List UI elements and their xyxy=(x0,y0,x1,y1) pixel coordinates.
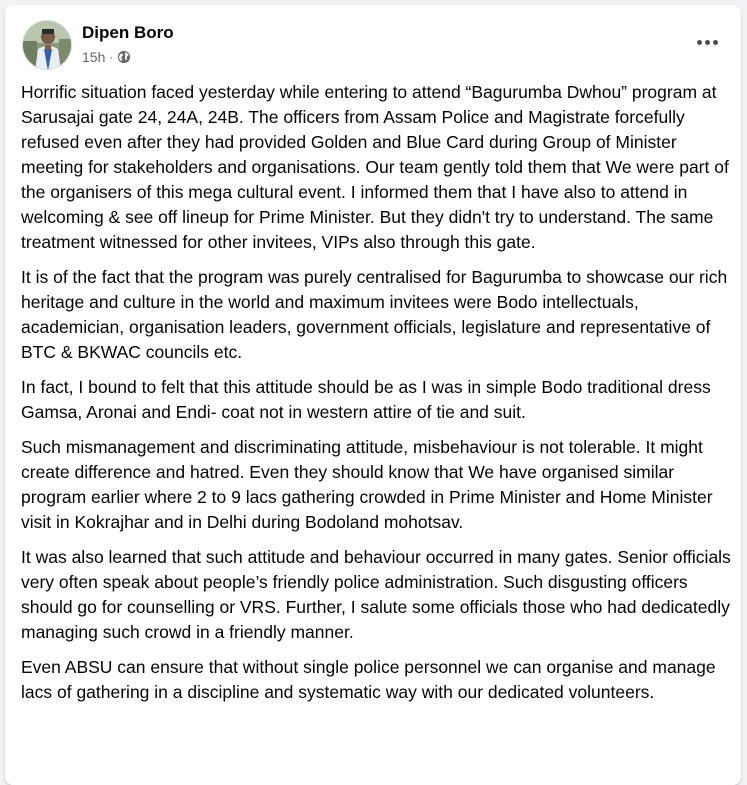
post-paragraph: It was also learned that such attitude and behaviour occurred in many gates. Senior officials very often speak about people’s friendly police administration. Such disgusting officers should go for counselling or VRS. Further, I salute some officials those who had dedicatedly managing such crowd in a friendly manner. xyxy=(21,547,731,642)
post-body xyxy=(21,80,733,715)
author-name[interactable]: Dipen Boro xyxy=(82,23,174,42)
avatar-image xyxy=(23,21,72,70)
avatar[interactable] xyxy=(22,20,72,70)
post-meta xyxy=(82,49,131,65)
post-header xyxy=(5,5,741,77)
post-paragraph: In fact, I bound to felt that this attitude should be as I was in simple Bodo traditional dress Gamsa, Aronai and Endi- coat not in western attire of tie and suit. xyxy=(21,377,711,422)
meta-separator: · xyxy=(109,50,114,64)
post-timestamp[interactable]: 15h xyxy=(82,49,106,65)
post-paragraph: Horrific situation faced yesterday while entering to attend “Bagurumba Dwhou” program at Sarusajai gate 24, 24A, 24B. The officers from Assam Police and Magistrate forcefully refused even after they had provided Golden and Blue Card during Group of Minister meeting for stakeholders and organisations. Our team gently told them that We were part of the organisers of this mega cultural event. I informed them that I have also to attend in welcoming & see off lineup for Prime Minister. But they didn't try to understand. The same treatment witnessed for other invitees, VIPs also through this gate. xyxy=(21,82,729,252)
post-card xyxy=(5,5,741,785)
more-options-icon[interactable] xyxy=(689,30,725,54)
globe-icon[interactable] xyxy=(117,50,131,64)
post-paragraph: Such mismanagement and discriminating attitude, misbehaviour is not tolerable. It might create difference and hatred. Even they should know that We have organised similar program earlier where 2 to 9 lacs gathering crowded in Prime Minister and Home Minister visit in Kokrajhar and in Delhi during Bodoland mohotsav. xyxy=(21,437,713,532)
post-paragraph: It is of the fact that the program was purely centralised for Bagurumba to showcase our rich heritage and culture in the world and maximum invitees were Bodo intellectuals, academician, organisation leaders, government officials, legislature and representative of BTC & BKWAC councils etc. xyxy=(21,267,728,362)
post-paragraph: Even ABSU can ensure that without single police personnel we can organise and manage lacs of gathering in a discipline and systematic way with our dedicated volunteers. xyxy=(21,657,716,702)
